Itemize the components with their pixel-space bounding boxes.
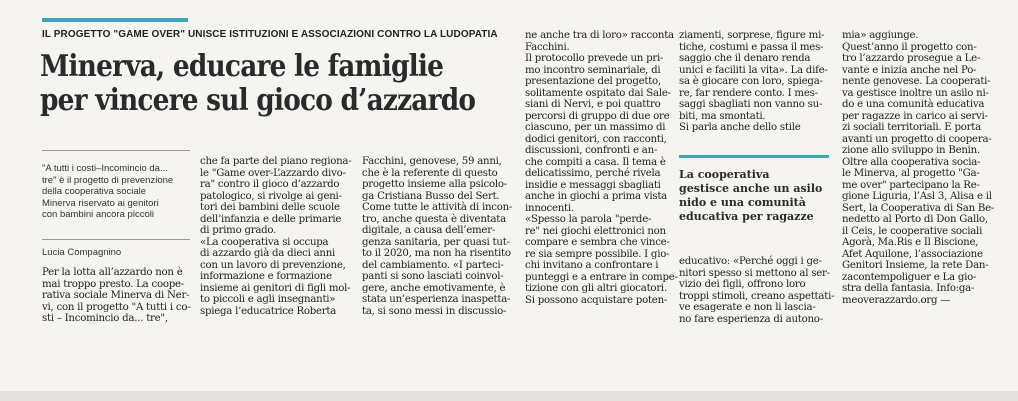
page-bottom-band [0, 391, 1018, 401]
article-line: insieme ai genitori di figli mol- [200, 282, 351, 294]
pull-quote [679, 168, 829, 224]
article-line: ta, si sono messi in discussio- [362, 305, 507, 317]
article-line: Sert, la Cooperativa di San Be- [842, 202, 995, 214]
article-line: to il 2020, ma non ha risentito [362, 248, 511, 259]
article-line: punteggi e a entrare in compe- [525, 271, 678, 283]
article-line: nitori spesso si mettono al ser- [679, 267, 830, 279]
article-line: tiche, costumi e passa il mes- [679, 41, 824, 53]
article-line: mai troppo presto. La coope- [42, 278, 184, 290]
article-line: re" nei giochi elettronici non [525, 225, 666, 237]
article-line: rativa sociale Minerva di Ner- [42, 290, 190, 301]
article-line: va gestisce inoltre un asilo ni- [842, 87, 989, 99]
article-line: re, far rendere conto. I mes- [679, 87, 818, 99]
article-line: dell’infanzia e delle primarie [200, 213, 342, 225]
article-line: Come tutte le attività di incon- [362, 202, 513, 213]
article-line: tro, anche questa è diventata [362, 213, 506, 225]
article-line: digitale, a causa dell’emer- [362, 225, 496, 236]
article-line: genza sanitaria, per quasi tut- [362, 236, 510, 248]
article-line: Si possono acquistare poten- [525, 294, 668, 306]
article-line: biti, ma smontati. [679, 110, 766, 122]
summary-line: Minerva riservato ai genitori [42, 197, 159, 209]
article-line: nedetto al Porto di Don Gallo, [842, 214, 988, 225]
article-line: vizio dei figli, offrono loro [679, 279, 806, 290]
article-line: re sia sempre possibile. I gio- [525, 248, 670, 260]
article-line: avanti un progetto di coopera- [842, 133, 992, 145]
article-line: educativo: «Perché oggi i ge- [679, 256, 822, 267]
kicker: IL PROGETTO "GAME OVER" UNISCE ISTITUZIONI E ASSOCIAZIONI CONTRO LA LUDOPATIA [42, 29, 498, 40]
article-line: delicatissimo, perché rivela [525, 168, 661, 179]
article-line: mia» aggiunge. [842, 30, 919, 41]
article-line: Agorà, Ma.Ris e Il Biscione, [842, 237, 979, 248]
headline-line: Minerva, educare le famiglie [40, 49, 444, 84]
article-line: Per la lotta all’azzardo non è [42, 267, 183, 278]
article-line: ciascuno, per un massimo di [525, 122, 666, 133]
article-line: stra della fantasia. Info:ga- [842, 283, 975, 294]
pull-quote-line: educativa per ragazze [679, 210, 814, 223]
article-line: progetto insieme alla psicolo- [362, 179, 507, 190]
article-line: gere, anche emotivamente, è [362, 282, 506, 294]
article-line: del cambiamento. «I parteci- [362, 259, 504, 271]
article-line: discussioni, confronti e an- [525, 145, 658, 156]
article-line: nente genovese. La cooperati- [842, 76, 991, 87]
article-line: Facchini. [525, 41, 570, 53]
article-line: no fare esperienza di autono- [679, 313, 823, 325]
article-line: panti si sono lasciati coinvol- [362, 271, 504, 282]
pull-quote-line: gestisce anche un asilo [679, 182, 823, 195]
article-line: ga Cristiana Busso del Sert. [362, 190, 500, 202]
article-line: stata un’esperienza inaspetta- [362, 294, 511, 305]
article-line: insidie e messaggi sbagliati [525, 179, 661, 191]
article-line: compare e sembra che vince- [525, 237, 670, 248]
article-line: che fa parte del piano regiona- [200, 156, 352, 167]
author-rule [42, 239, 190, 240]
article-line: ra" contro il gioco d’azzardo [200, 179, 340, 190]
article-line: Quest’anno il progetto con- [842, 41, 977, 53]
article-line: per ragazze in carico ai servi- [842, 110, 988, 122]
article-column-6 [679, 256, 835, 325]
summary-line: con bambini ancora piccoli [42, 209, 154, 220]
article-line: ve esagerate e non li lascia- [679, 302, 816, 313]
article-line: saggi sbagliati non vanno su- [679, 99, 823, 110]
article-line: to piccoli e agli insegnanti» [200, 294, 336, 305]
pull-quote-line: nido e una comunità [679, 196, 806, 209]
article-line: zacontempoliguer e La gio- [842, 271, 977, 283]
article-line: informazione e formazione [200, 271, 332, 282]
summary-line: della cooperativa sociale [42, 186, 147, 197]
article-column-5 [679, 30, 829, 134]
article-line: «La cooperativa si occupa [200, 236, 329, 248]
accent-bar [42, 18, 188, 22]
article-line: zi sociali territoriali. E porta [842, 122, 981, 133]
article-line: innocenti. [525, 202, 574, 214]
article-line: spiega l’educatrice Roberta [200, 305, 337, 317]
article-line: unici e faciliti la vita». La dife- [679, 64, 828, 76]
article-line: che compiti a casa. Il tema è [525, 156, 666, 168]
article-line: vante e inizia anche nel Po- [842, 64, 977, 76]
summary-rule [42, 150, 190, 151]
article-line: zione allo sviluppo in Benin. [842, 145, 980, 156]
article-line: Afet Aquilone, l’associazione [842, 248, 983, 260]
article-line: tori dei bambini delle scuole [200, 202, 340, 213]
article-column-4 [525, 30, 678, 306]
article-line: tro l’azzardo prosegue a Le- [842, 53, 981, 64]
summary-line: "A tutti i costi–Incomincio da... [42, 163, 168, 174]
article-line: le "Game over-L’azzardo divo- [200, 167, 346, 179]
article-line: dodici genitori, con racconti, [525, 133, 667, 145]
article-line: troppi stimoli, creano aspettati- [679, 290, 835, 302]
article-line: con un lavoro di prevenzione, [200, 259, 346, 271]
article-column-3 [362, 156, 512, 317]
article-line: le Minerva, al progetto "Ga- [842, 168, 980, 179]
summary [42, 163, 192, 221]
article-line: il Ceis, le cooperative sociali [842, 225, 983, 237]
article-line: Il protocollo prevede un pri- [525, 53, 664, 64]
article-line: vi, con il progetto "A tutti i co- [42, 301, 191, 313]
article-line: do e una comunità educativa [842, 99, 985, 110]
article-line: ziamenti, sorprese, figure mi- [679, 30, 825, 41]
article-line: ne anche tra di loro» racconta [525, 30, 674, 41]
summary-line: tre" è il progetto di prevenzione [42, 174, 174, 186]
article-line: che è la referente di questo [362, 167, 498, 179]
article-line: di primo grado. [200, 225, 277, 236]
article-line: tizione con gli altri giocatori. [525, 283, 667, 294]
article-column-2 [200, 156, 350, 317]
article-line: gione Liguria, l’Asl 3, Alisa e il [842, 191, 992, 202]
article-line: Genitori Insieme, la rete Dan- [842, 260, 989, 271]
article-line: siani di Nervi, e poi quattro [525, 99, 661, 110]
pull-quote-rule [679, 155, 829, 158]
article-line: Si parla anche dello stile [679, 122, 801, 133]
article-line: sti – Incomincio da... tre", [42, 313, 168, 324]
article-line: presentazione del progetto, [525, 76, 661, 87]
article-line: Facchini, genovese, 59 anni, [362, 156, 502, 167]
headline-line: per vincere sul gioco d’azzardo [40, 83, 476, 118]
article-column-1 [42, 267, 192, 325]
article-line: solitamente ospitato dai Sale- [525, 87, 671, 99]
article-line: mo incontro seminariale, di [525, 64, 661, 76]
pull-quote-line: La cooperativa [679, 168, 770, 181]
article-line: meoverazzardo.org — [842, 294, 951, 306]
article-line: percorsi di gruppo di due ore [525, 110, 670, 122]
headline [40, 49, 476, 118]
article-line: Oltre alla cooperativa socia- [842, 156, 981, 168]
article-line: di azzardo già da dieci anni [200, 248, 336, 259]
article-line: chi invitano a confrontare i [525, 260, 659, 271]
article-line: saggio che il denaro renda [679, 53, 811, 64]
article-line: «Spesso la parola "perde- [525, 214, 652, 225]
article-column-7 [842, 30, 995, 306]
article-line: sa è giocare con loro, spiega- [679, 76, 823, 87]
article-line: patologico, si rivolge ai geni- [200, 190, 342, 202]
author-byline: Lucia Compagnino [42, 247, 122, 258]
article-line: me over" partecipano la Re- [842, 179, 980, 191]
article-line: anche in giochi a prima vista [525, 191, 667, 202]
